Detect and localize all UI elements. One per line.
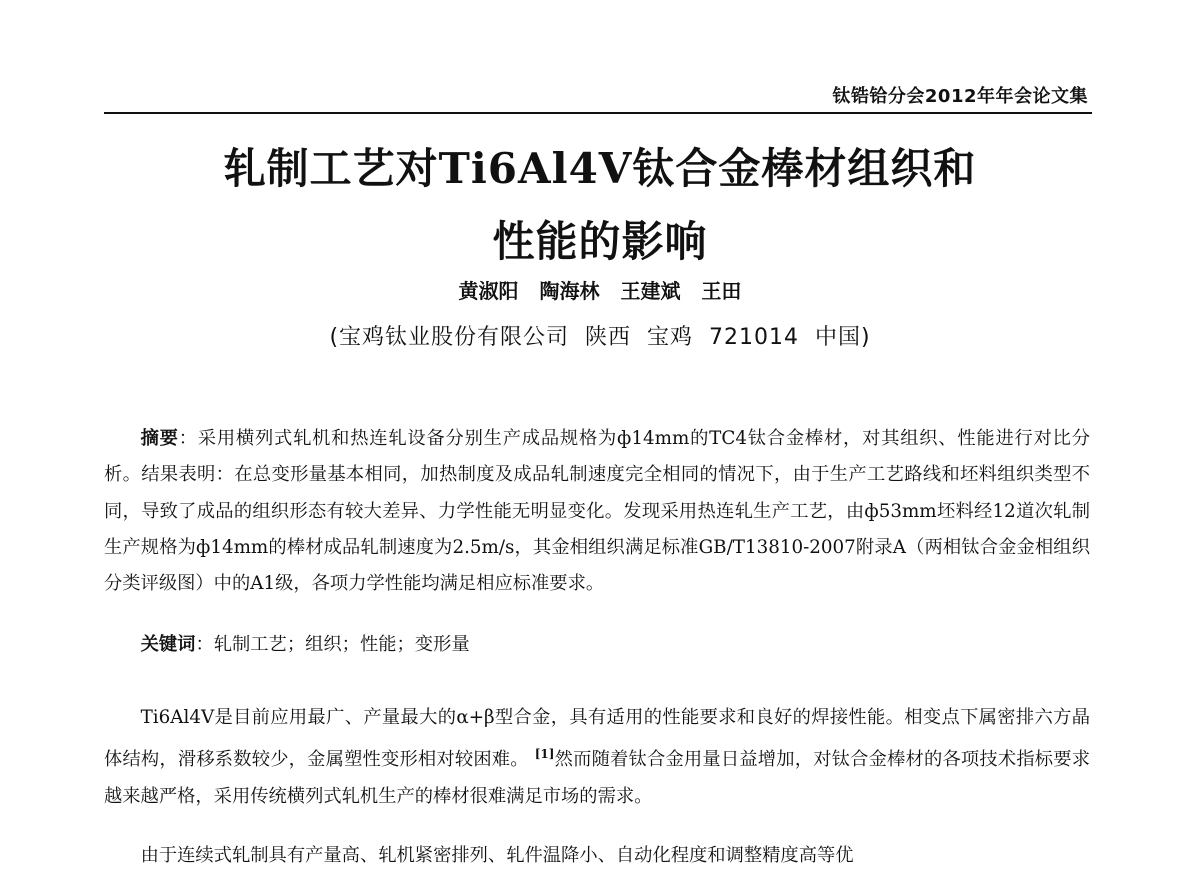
keywords-text: ：轧制工艺；组织；性能；变形量 [195,634,470,655]
keywords [104,627,1090,663]
body-text-b: 然而随着钛合金用量日益增加，对钛合金棒材的各项技术指标要求越来越严格，采用传统横列式轧机生产的棒材很难满足市场的需求。 [104,749,1091,807]
header-rule [104,112,1092,114]
abstract [104,421,1090,602]
abstract-label: 摘要 [140,428,179,449]
body-paragraph-1 [104,700,1090,815]
citation-marker: [1] [534,747,555,762]
author-list: 黄淑阳 陶海林 王建斌 王田 [458,279,742,303]
abstract-text: ：采用横列式轧机和热连轧设备分别生产成品规格为ф14mm的TC4钛合金棒材，对其组织、性能进行对比分析。结果表明：在总变形量基本相同，加热制度及成品轧制速度完全相同的情况下，由于生产工艺路线和坯料组织类型不同，导致了成品的组织形态有较大差异、力学性能无明显变化。发现采用热连轧生产工艺，由ф53mm坯料经12道次轧制生产规格为ф14mm的棒材成品轧制速度为2.5m/s，其金相组织满足标准GB/T13810-2007附录A（两相钛合金金相组织分类评级图）中的A1级，各项力学性能均满足相应标准要求。 [104,428,1090,595]
paper-title-line1: 轧制工艺对Ti6Al4V钛合金棒材组织和 [223,144,977,193]
body-paragraph-2-partial: 由于连续式轧制具有产量高、轧机紧密排列、轧件温降小、自动化程度和调整精度高等优 [140,845,854,866]
keywords-label: 关键词 [140,634,196,655]
journal-header: 钛锆铪分会2012年年会论文集 [832,86,1088,107]
affiliation: (宝鸡钛业股份有限公司 陕西 宝鸡 721014 中国) [329,325,871,350]
paper-title-line2: 性能的影响 [492,217,708,266]
body-text-a: Ti6Al4V是目前应用最广、产量最大的α+β型合金，具有适用的性能要求和良好的焊接性能。相变点下属密排六方晶体结构，滑移系数较少，金属塑性变形相对较困难。 [104,707,1090,771]
